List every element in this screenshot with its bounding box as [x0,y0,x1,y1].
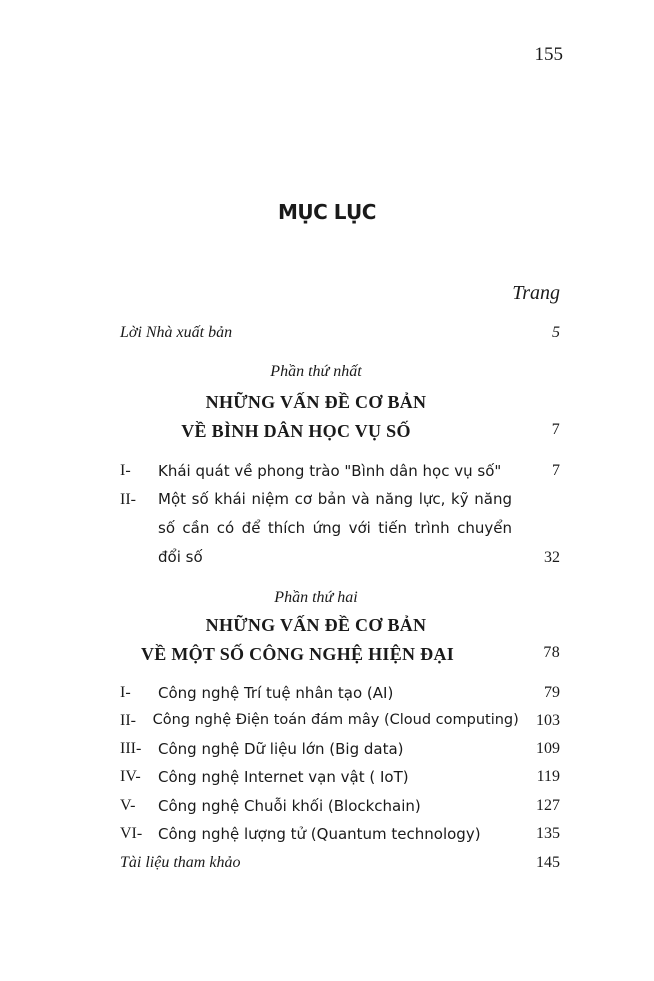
page-title: MỤC LỤC [278,200,376,224]
toc-item-page: 79 [544,684,560,701]
part-heading-line2: VỀ BÌNH DÂN HỌC VỤ SỐ [181,421,411,441]
toc-item-number: III- [120,740,142,757]
toc-item[interactable] [120,684,560,702]
toc-item-page: 119 [536,768,560,785]
toc-item[interactable] [120,740,560,758]
toc-entry-part1[interactable] [0,421,560,442]
part-heading-line2: VỀ MỘT SỐ CÔNG NGHỆ HIỆN ĐẠI [140,644,455,664]
toc-entry-part2[interactable] [0,644,560,665]
toc-entry-label: Lời Nhà xuất bản [120,324,233,341]
toc-item-text: Một số khái niệm cơ bản và năng lực, kỹ năng số cần có để thích ứng với tiến trình chuyển đổi số [158,490,512,566]
toc-item[interactable] [120,825,560,843]
toc-entry-page: 7 [551,421,560,438]
part-label: Phần thứ nhất [270,363,362,380]
toc-item-text: Khái quát về phong trào "Bình dân học vụ số" [158,462,502,480]
toc-item-page: 127 [536,797,560,814]
toc-item-page: 109 [536,740,560,757]
toc-item-page: 135 [536,825,560,842]
toc-item-page: 32 [544,549,560,566]
toc-item-text: Công nghệ Dữ liệu lớn (Big data) [158,740,404,758]
toc-entry-label: Tài liệu tham khảo [120,854,241,871]
toc-entry-preface[interactable] [120,324,560,342]
toc-item[interactable] [120,462,560,480]
toc-item-number: I- [120,462,131,479]
toc-item[interactable] [120,768,560,786]
toc-item-text: Công nghệ lượng tử (Quantum technology) [158,825,481,843]
toc-item[interactable] [120,797,560,815]
toc-item-text: Công nghệ Điện toán đám mây (Cloud computing) [152,712,519,728]
toc-item-number: V- [120,797,136,814]
toc-item-page: 7 [552,462,560,479]
toc-item-text: Công nghệ Chuỗi khối (Blockchain) [158,797,421,815]
page-column-header: Trang [512,282,560,304]
toc-item-number: VI- [120,825,143,842]
part-label: Phần thứ hai [274,589,358,606]
toc-entry-page: 78 [543,644,560,661]
toc-entry-references[interactable] [120,854,560,872]
part-heading-line1: NHỮNG VẤN ĐỀ CƠ BẢN [205,392,427,412]
toc-item-number: IV- [120,768,141,785]
toc-item-text: Công nghệ Trí tuệ nhân tạo (AI) [158,684,394,702]
part-heading-line1: NHỮNG VẤN ĐỀ CƠ BẢN [205,615,427,635]
toc-entry-page: 5 [552,324,560,341]
toc-entry-page: 145 [536,854,560,871]
toc-item-text: Công nghệ Internet vạn vật ( IoT) [158,768,409,786]
toc-item-number: II- [120,491,136,508]
toc-item[interactable] [120,712,560,730]
toc-item-page: 103 [536,712,560,729]
toc-item-number: II- [120,712,136,729]
toc-item[interactable] [120,485,560,572]
page-number: 155 [534,44,563,65]
toc-item-number: I- [120,684,131,701]
